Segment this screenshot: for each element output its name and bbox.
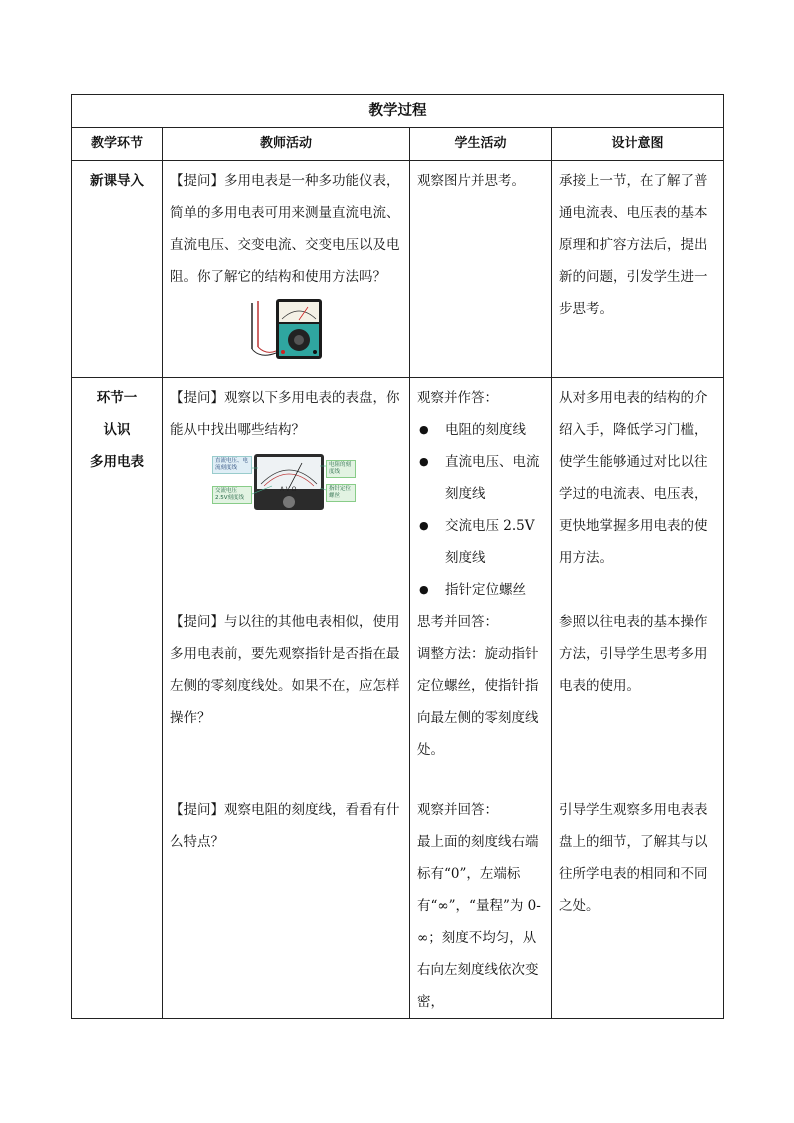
teacher-cell [163,378,410,1019]
header-intent: 设计意图 [552,128,724,161]
table-row [72,161,724,378]
teacher-question-1: 【提问】观察以下多用电表的表盘，你能从中找出哪些结构？ [170,390,400,438]
intent-2: 参照以往电表的基本操作方法，引导学生思考多用电表的使用。 [559,614,708,694]
dial-center-text: A-V-Ω [280,486,297,493]
intent-cell [552,378,724,1019]
header-teacher: 教师活动 [163,128,410,161]
student-answer-3: 最上面的刻度线右端标有“0”，左端标有“∞”，“量程”为 0-∞；刻度不均匀，从右向左刻度线依次变密， [417,834,541,1010]
intent-3: 引导学生观察多用电表表盘上的细节，了解其与以往所学电表的相同和不同之处。 [559,802,708,914]
intent-text: 承接上一节，在了解了普通电流表、电压表的基本原理和扩容方法后，提出新的问题，引发学生进一步思考。 [559,173,708,317]
multimeter-photo [246,297,326,361]
student-answer-1-intro: 观察并作答： [417,390,498,406]
stage-line: 认识 [103,422,131,438]
teacher-question-2: 【提问】与以往的其他电表相似，使用多用电表前，要先观察指针是否指在最左侧的零刻度线处。如果不在，应怎样操作？ [170,614,400,726]
list-item: ● 交流电压 2.5V 刻度线 [417,510,544,574]
dial-label: 电阻的刻度线 [326,460,356,478]
student-cell [410,378,552,1019]
lesson-process-table [71,94,724,1019]
stage-label: 新课导入 [90,173,144,189]
dial-label: 直流电压、电流刻度线 [212,456,252,474]
table-title: 教学过程 [72,95,724,128]
structure-list [417,414,544,606]
student-answer-2: 调整方法：旋动指针定位螺丝，使指针指向最左侧的零刻度线处。 [417,646,539,758]
intent-1: 从对多用电表的结构的介绍入手，降低学习门槛，使学生能够通过对比以往学过的电流表、电压表，更快地掌握多用电表的使用方法。 [559,390,708,566]
stage-cell [72,161,163,378]
student-answer-3-intro: 观察并回答： [417,802,498,818]
stage-line: 多用电表 [90,454,144,470]
stage-cell [72,378,163,1019]
dial-label: 指针定位螺丝 [326,484,356,502]
teacher-cell [163,161,410,378]
student-text: 观察图片并思考。 [417,173,525,189]
dial-label: 交流电压2.5V刻度线 [212,486,252,504]
table-row [72,378,724,1019]
teacher-question-3: 【提问】观察电阻的刻度线，看看有什么特点？ [170,802,400,850]
list-item: ● 直流电压、电流刻度线 [417,446,544,510]
intent-cell [552,161,724,378]
student-answer-2-intro: 思考并回答： [417,614,498,630]
list-item: ● 电阻的刻度线 [417,414,544,446]
list-item: ● 指针定位螺丝 [417,574,544,606]
teacher-text: 【提问】多用电表是一种多功能仪表，简单的多用电表可用来测量直流电流、直流电压、交变电流、交变电压以及电阻。你了解它的结构和使用方法吗？ [170,173,400,285]
header-stage: 教学环节 [72,128,163,161]
meter-dial-photo [212,450,360,512]
header-student: 学生活动 [410,128,552,161]
student-cell [410,161,552,378]
stage-line: 环节一 [96,390,138,406]
